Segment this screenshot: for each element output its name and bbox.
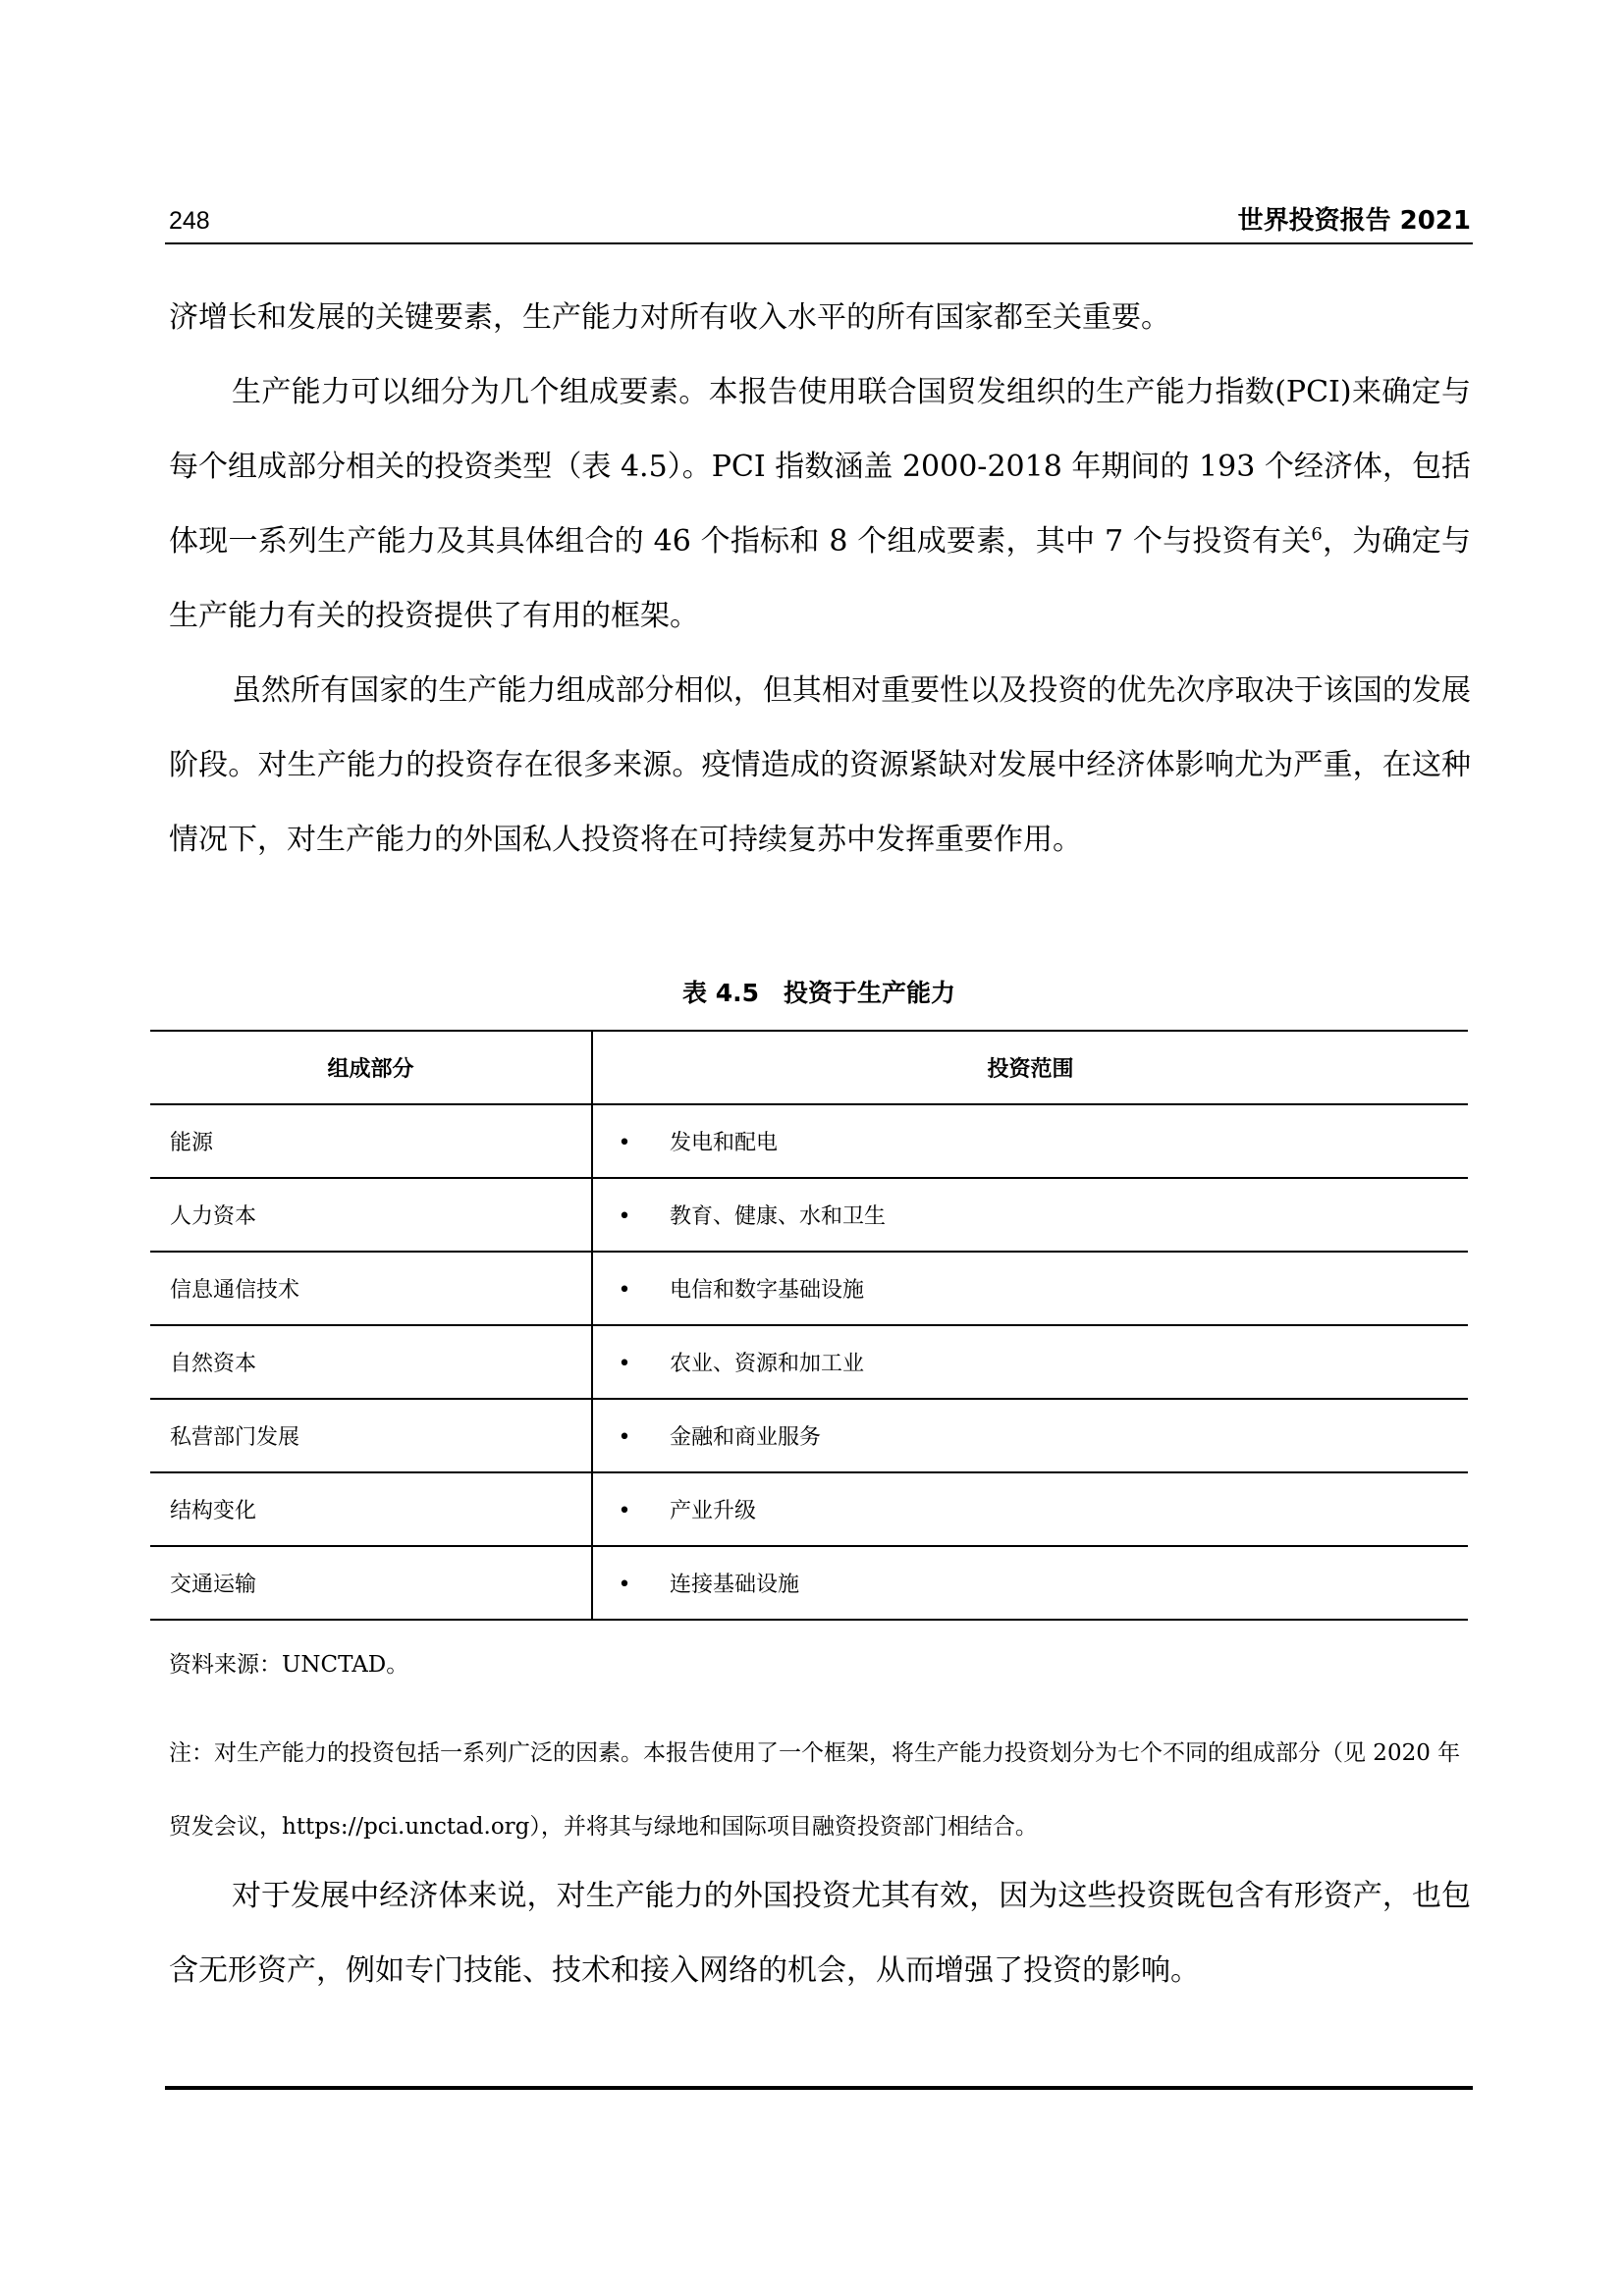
component-cell: 私营部门发展 [150, 1399, 592, 1472]
table-row [150, 1104, 1468, 1178]
paragraph-3: 虽然所有国家的生产能力组成部分相似，但其相对重要性以及投资的优先次序取决于该国的发展阶段。对生产能力的投资存在很多来源。疫情造成的资源紧缺对发展中经济体影响尤为严重，在这种情况下，对生产能力的外国私人投资将在可持续复苏中发挥重要作用。 [169, 673, 1471, 857]
component-cell: 人力资本 [150, 1178, 592, 1252]
scope-text: 产业升级 [670, 1499, 757, 1523]
paragraph-2 [169, 355, 1471, 654]
table-row [150, 1472, 1468, 1546]
scope-cell [592, 1546, 1468, 1620]
bullet-icon: • [618, 1131, 631, 1155]
running-title: 世界投资报告 2021 [1237, 206, 1471, 236]
bullet-icon: • [618, 1352, 631, 1376]
paragraph-1: 济增长和发展的关键要素，生产能力对所有收入水平的所有国家都至关重要。 [169, 300, 1170, 335]
bullet-icon: • [618, 1499, 631, 1523]
component-cell: 结构变化 [150, 1472, 592, 1546]
scope-text: 发电和配电 [670, 1131, 779, 1155]
header-scope: 投资范围 [592, 1031, 1468, 1104]
scope-cell [592, 1399, 1468, 1472]
investment-table [150, 1030, 1468, 1621]
component-cell: 自然资本 [150, 1325, 592, 1399]
table-source: 资料来源：UNCTAD。 [169, 1652, 409, 1678]
scope-cell [592, 1178, 1468, 1252]
component-cell: 信息通信技术 [150, 1252, 592, 1325]
table-note: 注：对生产能力的投资包括一系列广泛的因素。本报告使用了一个框架，将生产能力投资划分为七个不同的组成部分（见 2020 年贸发会议，https://pci.unctad.org），并将其与绿地和国际项目融资投资部门相结合。 [169, 1740, 1461, 1840]
table-row [150, 1252, 1468, 1325]
scope-text: 连接基础设施 [670, 1573, 800, 1597]
footnote-reference[interactable]: 6 [1311, 524, 1323, 545]
table-header-row [150, 1031, 1468, 1104]
scope-cell [592, 1472, 1468, 1546]
table-row [150, 1325, 1468, 1399]
component-cell: 交通运输 [150, 1546, 592, 1620]
page-number: 248 [169, 207, 210, 235]
scope-text: 农业、资源和加工业 [670, 1352, 865, 1376]
scope-cell [592, 1252, 1468, 1325]
table-row [150, 1399, 1468, 1472]
paragraph-2-text: 生产能力可以细分为几个组成要素。本报告使用联合国贸发组织的生产能力指数(PCI)来确定与每个组成部分相关的投资类型（表 4.5）。PCI 指数涵盖 2000-2018 年期间的 193 个经济体，包括体现一系列生产能力及其具体组合的 46 个指标和 8 个组成要素，其中 7 个与投资有关 [169, 375, 1471, 559]
bullet-icon: • [618, 1425, 631, 1450]
scope-text: 金融和商业服务 [670, 1425, 822, 1450]
scope-text: 教育、健康、水和卫生 [670, 1204, 887, 1229]
table-caption: 表 4.5 投资于生产能力 [682, 979, 955, 1007]
paragraph-4: 对于发展中经济体来说，对生产能力的外国投资尤其有效，因为这些投资既包含有形资产，也包含无形资产，例如专门技能、技术和接入网络的机会，从而增强了投资的影响。 [169, 1879, 1471, 1988]
table-row [150, 1546, 1468, 1620]
scope-cell [592, 1325, 1468, 1399]
header-component: 组成部分 [150, 1031, 592, 1104]
paragraph-2-text-end: ，为确定与生产能力有关的投资提供了有用的框架。 [169, 524, 1472, 633]
bullet-icon: • [618, 1573, 631, 1597]
scope-text: 电信和数字基础设施 [670, 1278, 865, 1303]
footer-rule [165, 2086, 1473, 2090]
bullet-icon: • [618, 1278, 631, 1303]
component-cell: 能源 [150, 1104, 592, 1178]
page-header [165, 201, 1473, 244]
table-row [150, 1178, 1468, 1252]
scope-cell [592, 1104, 1468, 1178]
bullet-icon: • [618, 1204, 631, 1229]
